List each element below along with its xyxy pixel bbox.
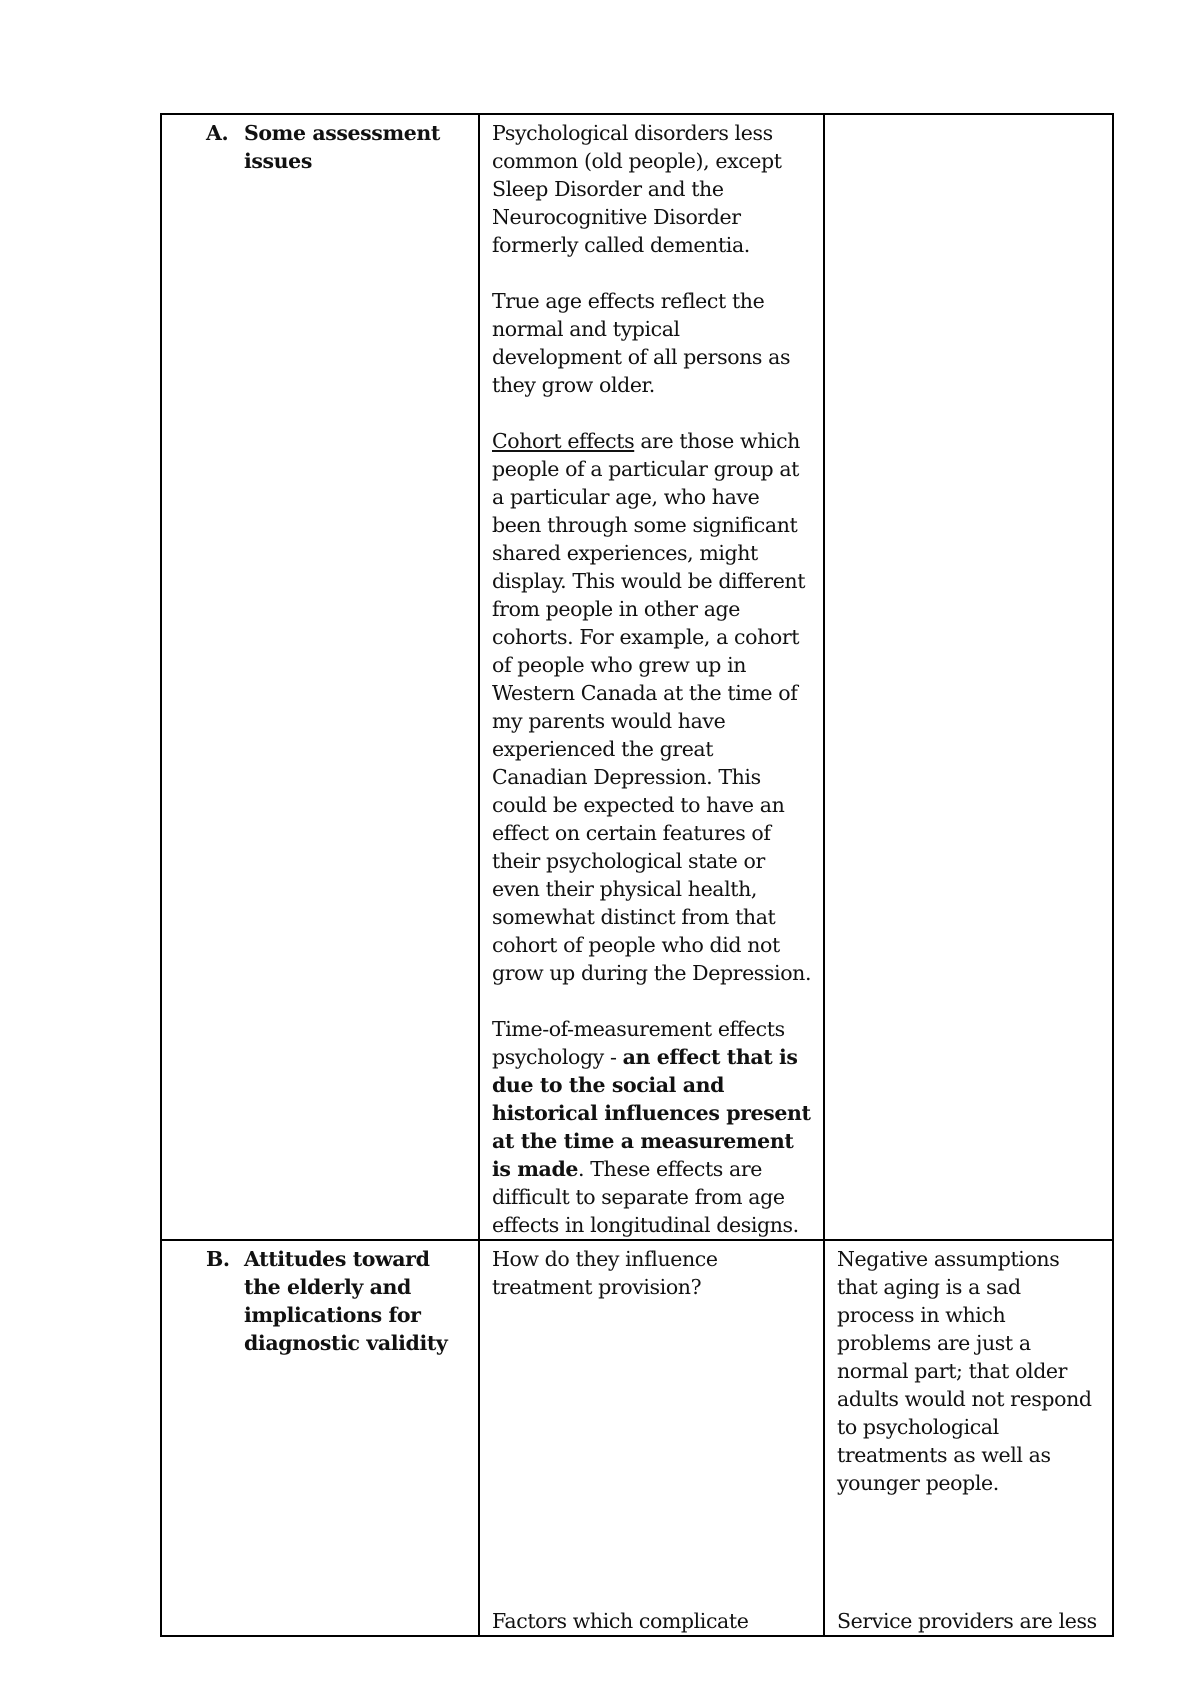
paragraph: Service providers are less [837, 1609, 1097, 1633]
cohort-effects-text: are those which people of a particular group at a particular age, who have been through some significant shared experiences, might display. This would be different from people in other age cohorts. For example, a cohort of people who grew up in Western Canada at the time of my parents would have experienced the great Canadian Depression. This could be expected to have an effect on certain features of their psychological state or even their physical health, somewhat distinct from that cohort of people who did not grow up during the Depression. [492, 429, 812, 985]
paragraph [492, 427, 813, 987]
topic-label [174, 119, 468, 175]
time-measurement-definition: an effect that is due to the social and historical influences present at the time a measurement is made [492, 1045, 811, 1181]
time-measurement-rest: . These effects are difficult to separate from age effects in longitudinal designs. [492, 1157, 799, 1237]
paragraph [492, 1015, 813, 1239]
paragraph: True age effects reflect the normal and typical development of all persons as they grow older. [492, 289, 791, 397]
topic-cell [161, 114, 479, 1240]
details-cell [824, 1240, 1113, 1636]
paragraph: Psychological disorders less common (old people), except Sleep Disorder and the Neurocognitive Disorder formerly called dementia. [492, 121, 782, 257]
topic-label [174, 1245, 468, 1357]
notes-cell [479, 1240, 824, 1636]
details-cell [824, 114, 1113, 1240]
paragraph: Negative assumptions that aging is a sad process in which problems are just a normal part; that older adults would not respond to psychological treatments as well as younger people. [837, 1247, 1092, 1495]
topic-title: Some assessment issues [244, 121, 440, 173]
paragraph: Factors which complicate [492, 1609, 749, 1633]
cohort-effects-term: Cohort effects [492, 429, 635, 453]
topic-cell [161, 1240, 479, 1636]
topic-letter: A. [206, 121, 229, 145]
table-row [161, 1240, 1113, 1636]
table-row [161, 114, 1113, 1240]
outline-table [160, 113, 1114, 1637]
topic-letter: B. [206, 1247, 230, 1271]
topic-title: Attitudes toward the elderly and implications for diagnostic validity [244, 1247, 448, 1355]
paragraph: How do they influence treatment provision? [492, 1247, 718, 1299]
notes-cell [479, 114, 824, 1240]
time-measurement-lead: Time-of-measurement effects psychology - [492, 1017, 785, 1069]
